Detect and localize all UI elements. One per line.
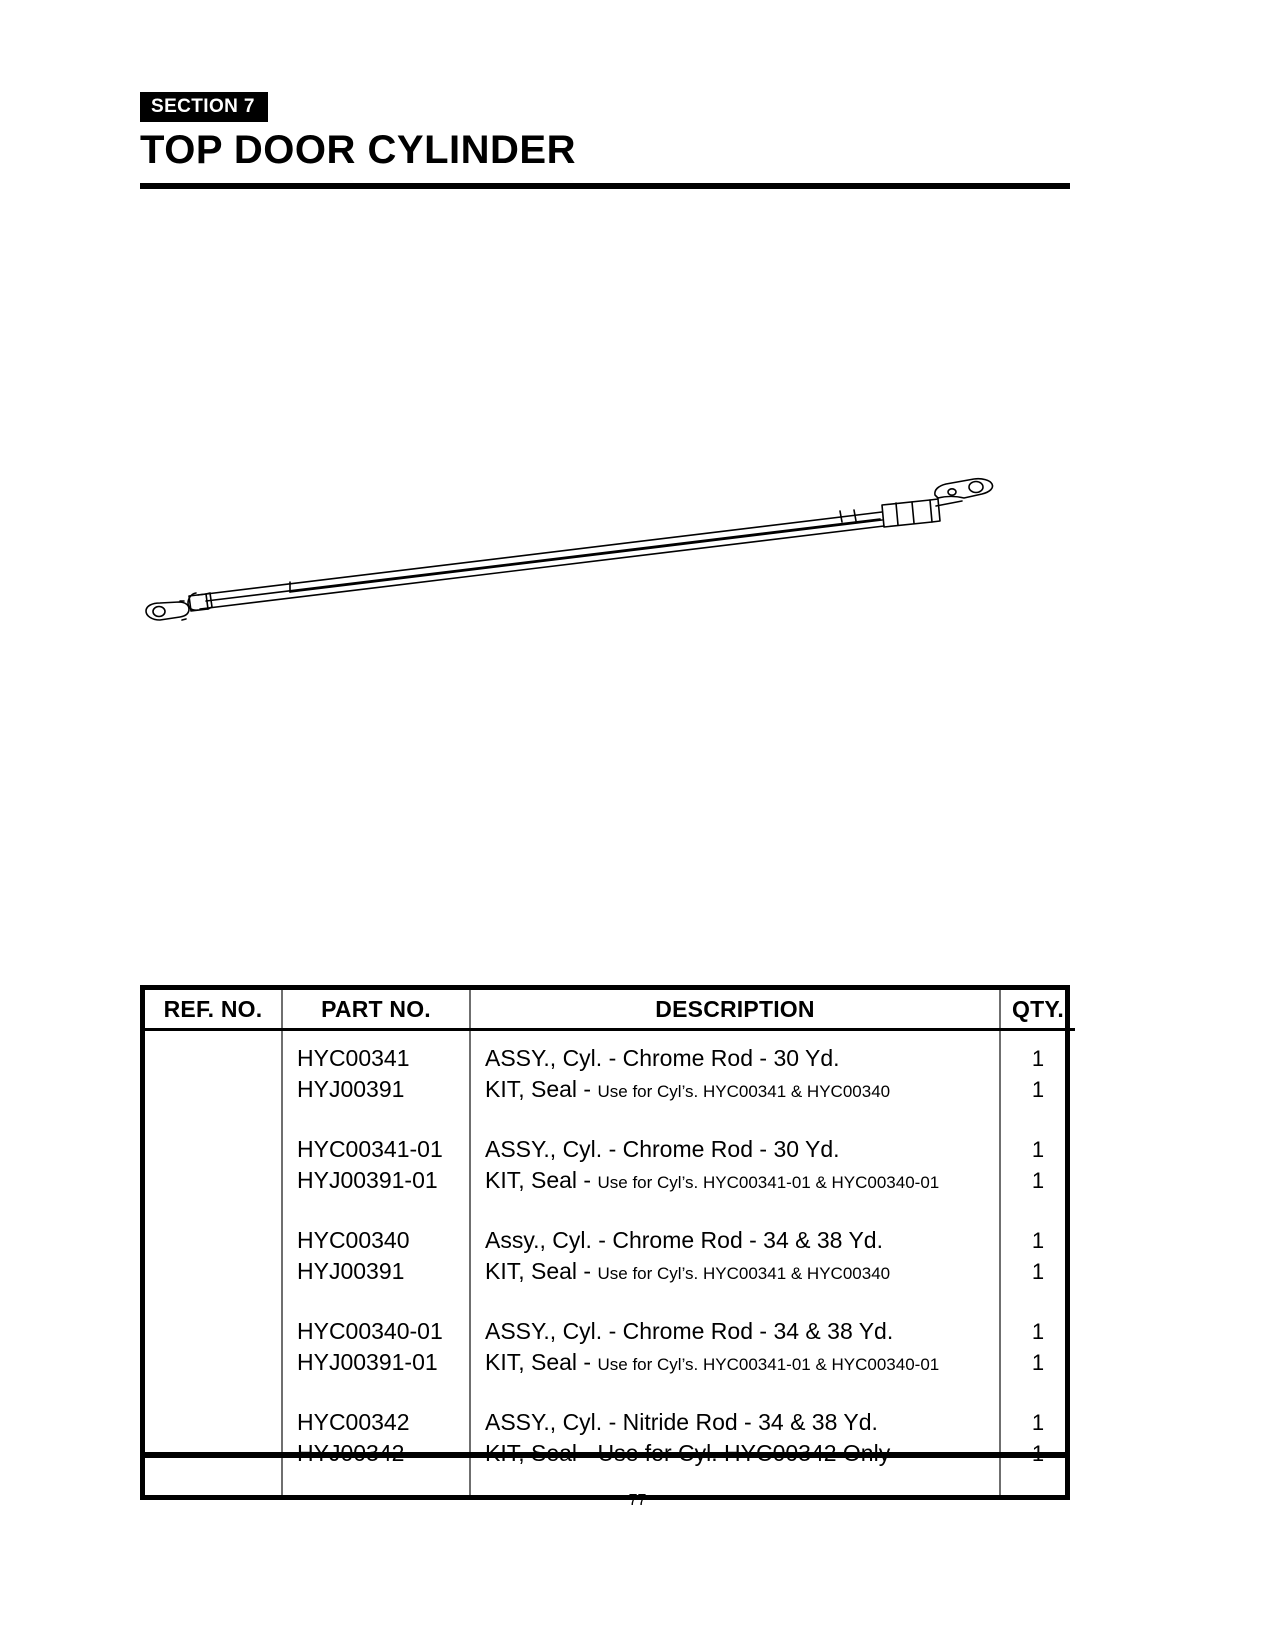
row-spacer: [145, 1378, 281, 1407]
row-spacer: [1001, 1196, 1075, 1225]
ref-no-cell: [145, 1225, 281, 1256]
column-header-qty: QTY.: [1000, 990, 1075, 1030]
description-note: Use for Cyl’s. HYC00341-01 & HYC00340-01: [597, 1173, 940, 1192]
qty-cell-value: 1: [1031, 1259, 1045, 1284]
qty-cell-value: 1: [1031, 1410, 1045, 1435]
row-spacer: [471, 1378, 999, 1407]
description-note: Use for Cyl’s. HYC00341 & HYC00340: [597, 1082, 891, 1101]
ref-no-cell: [145, 1316, 281, 1347]
description-column: [470, 1030, 1000, 1496]
column-header-ref-no: REF. NO.: [145, 990, 282, 1030]
ref-no-cell: [145, 1347, 281, 1378]
description-cell: [471, 1043, 999, 1074]
description-note: Use for Cyl’s. HYC00341-01 & HYC00340-01: [597, 1355, 940, 1374]
column-header-description: DESCRIPTION: [470, 990, 1000, 1030]
page-header: [140, 92, 1070, 189]
row-spacer: [471, 1105, 999, 1134]
table-body-row: [145, 1030, 1075, 1496]
ref-no-column: [145, 1030, 282, 1496]
row-spacer: [1001, 1287, 1075, 1316]
part-no-cell: HYC00341: [297, 1045, 410, 1071]
qty-cell-value: 1: [1031, 1319, 1045, 1344]
cylinder-barrel: [198, 512, 884, 609]
description-cell: [471, 1347, 999, 1378]
row-spacer: [283, 1105, 469, 1134]
description-note: Use for Cyl’s. HYC00341 & HYC00340: [597, 1264, 891, 1283]
column-header-part-no: PART NO.: [282, 990, 470, 1030]
part-no-cell: HYJ00391-01: [297, 1167, 438, 1193]
row-spacer: [283, 1031, 469, 1043]
description-main: ASSY., Cyl. - Nitride Rod - 34 & 38 Yd.: [485, 1409, 878, 1435]
part-no-cell: HYJ00391: [297, 1258, 405, 1284]
description-main: KIT, Seal -: [485, 1349, 592, 1375]
description-cell: [471, 1165, 999, 1196]
ref-no-cell: [145, 1074, 281, 1105]
qty-cell-value: 1: [1031, 1137, 1045, 1162]
description-main: ASSY., Cyl. - Chrome Rod - 34 & 38 Yd.: [485, 1318, 894, 1344]
page-title: TOP DOOR CYLINDER: [140, 128, 576, 172]
right-cap-end: [882, 499, 940, 527]
qty-cell-value: 1: [1031, 1077, 1045, 1102]
cylinder-illustration: [140, 230, 1070, 890]
description-cell: [471, 1134, 999, 1165]
ref-no-cell: [145, 1256, 281, 1287]
table-header-row: [145, 990, 1075, 1030]
qty-cell-value: 1: [1031, 1046, 1045, 1071]
part-no-cell: HYJ00391-01: [297, 1349, 438, 1375]
footer-divider: [140, 1452, 1070, 1458]
row-spacer: [1001, 1105, 1075, 1134]
row-spacer: [471, 1287, 999, 1316]
qty-cell-value: 1: [1031, 1228, 1045, 1253]
description-cell: [471, 1316, 999, 1347]
ref-no-cell: [145, 1043, 281, 1074]
row-spacer: [145, 1287, 281, 1316]
row-spacer: [283, 1287, 469, 1316]
parts-table-container: [140, 985, 1070, 1500]
part-no-cell: HYJ00391: [297, 1076, 405, 1102]
row-spacer: [1001, 1031, 1075, 1043]
part-no-cell: HYC00341-01: [297, 1136, 443, 1162]
ref-no-cell: [145, 1165, 281, 1196]
row-spacer: [145, 1031, 281, 1043]
page-number: 77: [628, 1492, 647, 1509]
parts-table: [145, 990, 1075, 1495]
ref-no-cell: [145, 1134, 281, 1165]
qty-column: [1000, 1030, 1075, 1496]
description-cell: [471, 1074, 999, 1105]
left-clevis-end: [146, 601, 189, 620]
part-no-cell: HYC00342: [297, 1409, 410, 1435]
row-spacer: [471, 1196, 999, 1225]
row-spacer: [471, 1031, 999, 1043]
description-main: KIT, Seal -: [485, 1076, 592, 1102]
right-rod-eye: [935, 479, 993, 506]
section-badge: SECTION 7: [140, 92, 268, 122]
ref-no-cell: [145, 1407, 281, 1438]
part-no-cell: HYC00340-01: [297, 1318, 443, 1344]
header-divider: [140, 183, 1070, 189]
description-main: ASSY., Cyl. - Chrome Rod - 30 Yd.: [485, 1136, 840, 1162]
part-no-cell: HYC00340: [297, 1227, 410, 1253]
row-spacer: [283, 1196, 469, 1225]
row-spacer: [145, 1196, 281, 1225]
description-main: ASSY., Cyl. - Chrome Rod - 30 Yd.: [485, 1045, 840, 1071]
row-spacer: [283, 1378, 469, 1407]
description-main: Assy., Cyl. - Chrome Rod - 34 & 38 Yd.: [485, 1227, 883, 1253]
qty-cell-value: 1: [1031, 1168, 1045, 1193]
description-cell: [471, 1407, 999, 1438]
description-main: KIT, Seal -: [485, 1258, 592, 1284]
part-no-column: [282, 1030, 470, 1496]
description-cell: [471, 1225, 999, 1256]
row-spacer: [1001, 1378, 1075, 1407]
description-cell: [471, 1256, 999, 1287]
qty-cell-value: 1: [1031, 1350, 1045, 1375]
description-main: KIT, Seal -: [485, 1167, 592, 1193]
row-spacer: [145, 1105, 281, 1134]
